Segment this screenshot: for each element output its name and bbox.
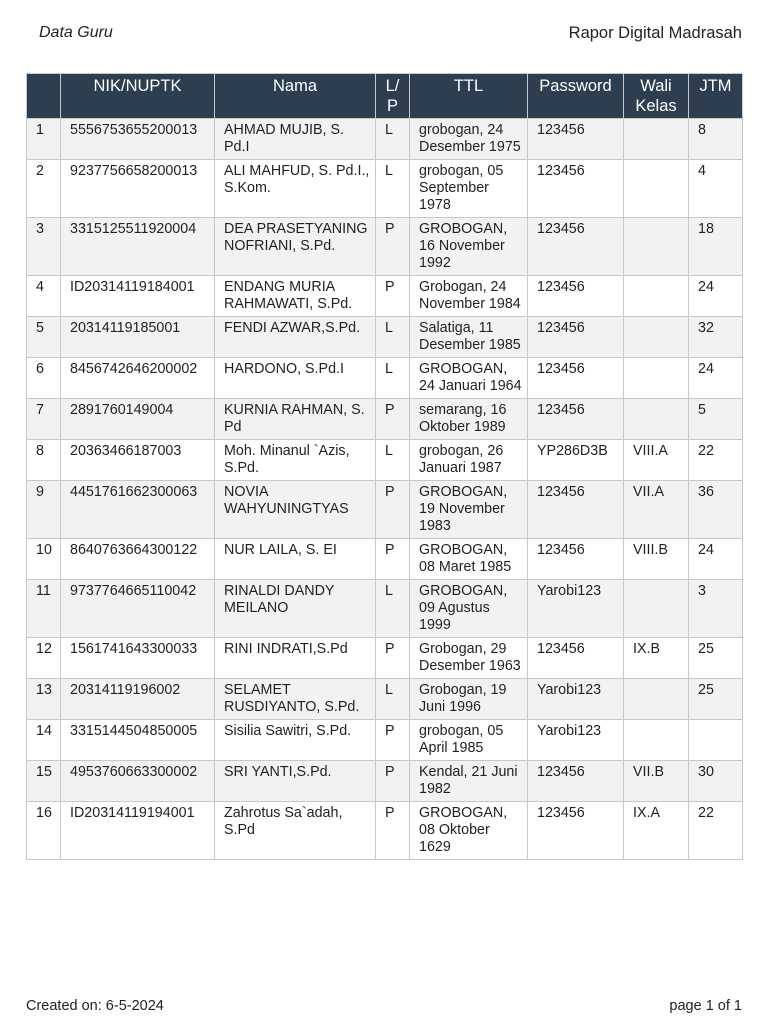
- cell-password: 123456: [528, 276, 624, 317]
- cell-gender: P: [376, 481, 410, 539]
- cell-nama: KURNIA RAHMAN, S. Pd: [215, 399, 376, 440]
- cell-nama: ENDANG MURIA RAHMAWATI, S.Pd.: [215, 276, 376, 317]
- cell-gender: L: [376, 679, 410, 720]
- cell-ttl: Grobogan, 24 November 1984: [410, 276, 528, 317]
- cell-gender: L: [376, 317, 410, 358]
- cell-gender: L: [376, 440, 410, 481]
- cell-gender: P: [376, 638, 410, 679]
- cell-nama: NOVIA WAHYUNINGTYAS: [215, 481, 376, 539]
- cell-jtm: 22: [689, 802, 743, 860]
- table-row: [27, 358, 743, 399]
- cell-nama: Moh. Minanul `Azis, S.Pd.: [215, 440, 376, 481]
- cell-no: 10: [27, 539, 61, 580]
- cell-wali-kelas: VII.B: [624, 761, 689, 802]
- cell-jtm: 24: [689, 276, 743, 317]
- cell-ttl: GROBOGAN, 08 Maret 1985: [410, 539, 528, 580]
- cell-jtm: 18: [689, 218, 743, 276]
- cell-password: 123456: [528, 358, 624, 399]
- cell-jtm: 36: [689, 481, 743, 539]
- cell-jtm: 24: [689, 358, 743, 399]
- cell-no: 16: [27, 802, 61, 860]
- cell-no: 8: [27, 440, 61, 481]
- report-title: Data Guru: [39, 24, 113, 41]
- cell-jtm: 5: [689, 399, 743, 440]
- cell-nama: FENDI AZWAR,S.Pd.: [215, 317, 376, 358]
- cell-jtm: [689, 720, 743, 761]
- cell-jtm: 22: [689, 440, 743, 481]
- cell-gender: P: [376, 761, 410, 802]
- cell-ttl: GROBOGAN, 16 November 1992: [410, 218, 528, 276]
- column-header-wali-kelas: Wali Kelas: [624, 74, 689, 119]
- cell-password: 123456: [528, 218, 624, 276]
- cell-jtm: 24: [689, 539, 743, 580]
- cell-nama: RINALDI DANDY MEILANO: [215, 580, 376, 638]
- cell-password: YP286D3B: [528, 440, 624, 481]
- table-row: [27, 802, 743, 860]
- table-body: [27, 119, 743, 860]
- cell-gender: P: [376, 802, 410, 860]
- cell-no: 12: [27, 638, 61, 679]
- cell-password: Yarobi123: [528, 580, 624, 638]
- teacher-table: [26, 73, 743, 860]
- cell-gender: P: [376, 539, 410, 580]
- cell-wali-kelas: IX.A: [624, 802, 689, 860]
- cell-wali-kelas: [624, 119, 689, 160]
- cell-nik-nuptk: 20363466187003: [61, 440, 215, 481]
- cell-jtm: 4: [689, 160, 743, 218]
- cell-wali-kelas: [624, 720, 689, 761]
- column-header-jtm: JTM: [689, 74, 743, 119]
- cell-no: 11: [27, 580, 61, 638]
- cell-ttl: GROBOGAN, 19 November 1983: [410, 481, 528, 539]
- cell-ttl: Grobogan, 19 Juni 1996: [410, 679, 528, 720]
- cell-jtm: 8: [689, 119, 743, 160]
- cell-nama: HARDONO, S.Pd.I: [215, 358, 376, 399]
- cell-gender: L: [376, 119, 410, 160]
- table-row: [27, 399, 743, 440]
- cell-nama: Sisilia Sawitri, S.Pd.: [215, 720, 376, 761]
- cell-wali-kelas: VIII.B: [624, 539, 689, 580]
- cell-password: 123456: [528, 638, 624, 679]
- cell-nik-nuptk: 8640763664300122: [61, 539, 215, 580]
- cell-no: 1: [27, 119, 61, 160]
- cell-wali-kelas: [624, 679, 689, 720]
- cell-gender: P: [376, 720, 410, 761]
- cell-nama: NUR LAILA, S. EI: [215, 539, 376, 580]
- cell-nik-nuptk: 2891760149004: [61, 399, 215, 440]
- cell-ttl: GROBOGAN, 24 Januari 1964: [410, 358, 528, 399]
- cell-nik-nuptk: 9737764665110042: [61, 580, 215, 638]
- cell-no: 2: [27, 160, 61, 218]
- table-row: [27, 679, 743, 720]
- cell-password: 123456: [528, 802, 624, 860]
- cell-wali-kelas: [624, 399, 689, 440]
- table-row: [27, 720, 743, 761]
- cell-jtm: 32: [689, 317, 743, 358]
- column-header-ttl: TTL: [410, 74, 528, 119]
- cell-nik-nuptk: 3315144504850005: [61, 720, 215, 761]
- cell-jtm: 30: [689, 761, 743, 802]
- cell-no: 13: [27, 679, 61, 720]
- cell-nama: RINI INDRATI,S.Pd: [215, 638, 376, 679]
- column-header-nik-nuptk: NIK/NUPTK: [61, 74, 215, 119]
- column-header-gender: L/ P: [376, 74, 410, 119]
- cell-password: 123456: [528, 160, 624, 218]
- cell-no: 15: [27, 761, 61, 802]
- cell-nama: Zahrotus Sa`adah, S.Pd: [215, 802, 376, 860]
- cell-nama: SELAMET RUSDIYANTO, S.Pd.: [215, 679, 376, 720]
- cell-no: 4: [27, 276, 61, 317]
- cell-nama: DEA PRASETYANING NOFRIANI, S.Pd.: [215, 218, 376, 276]
- header-row: [27, 74, 743, 119]
- cell-nama: SRI YANTI,S.Pd.: [215, 761, 376, 802]
- cell-gender: P: [376, 399, 410, 440]
- cell-wali-kelas: [624, 218, 689, 276]
- created-date: Created on: 6-5-2024: [26, 998, 164, 1014]
- table-row: [27, 638, 743, 679]
- cell-gender: P: [376, 276, 410, 317]
- table-row: [27, 218, 743, 276]
- cell-ttl: GROBOGAN, 09 Agustus 1999: [410, 580, 528, 638]
- cell-ttl: grobogan, 24 Desember 1975: [410, 119, 528, 160]
- cell-wali-kelas: [624, 358, 689, 399]
- cell-ttl: GROBOGAN, 08 Oktober 1629: [410, 802, 528, 860]
- cell-nik-nuptk: 3315125511920004: [61, 218, 215, 276]
- app-title: Rapor Digital Madrasah: [568, 24, 742, 42]
- table-row: [27, 276, 743, 317]
- cell-password: 123456: [528, 317, 624, 358]
- cell-nik-nuptk: 1561741643300033: [61, 638, 215, 679]
- cell-password: 123456: [528, 539, 624, 580]
- cell-nik-nuptk: ID20314119184001: [61, 276, 215, 317]
- cell-gender: L: [376, 580, 410, 638]
- cell-nik-nuptk: 5556753655200013: [61, 119, 215, 160]
- cell-jtm: 3: [689, 580, 743, 638]
- table-row: [27, 160, 743, 218]
- cell-nik-nuptk: 4451761662300063: [61, 481, 215, 539]
- cell-ttl: grobogan, 26 Januari 1987: [410, 440, 528, 481]
- cell-no: 9: [27, 481, 61, 539]
- cell-ttl: semarang, 16 Oktober 1989: [410, 399, 528, 440]
- table-row: [27, 539, 743, 580]
- cell-password: 123456: [528, 119, 624, 160]
- table-row: [27, 580, 743, 638]
- cell-no: 14: [27, 720, 61, 761]
- cell-nama: ALI MAHFUD, S. Pd.I., S.Kom.: [215, 160, 376, 218]
- cell-jtm: 25: [689, 638, 743, 679]
- table-row: [27, 317, 743, 358]
- cell-ttl: grobogan, 05 April 1985: [410, 720, 528, 761]
- cell-password: 123456: [528, 761, 624, 802]
- cell-wali-kelas: [624, 276, 689, 317]
- table-row: [27, 119, 743, 160]
- column-header-password: Password: [528, 74, 624, 119]
- cell-password: Yarobi123: [528, 720, 624, 761]
- cell-wali-kelas: [624, 160, 689, 218]
- cell-no: 7: [27, 399, 61, 440]
- cell-wali-kelas: [624, 580, 689, 638]
- cell-ttl: Kendal, 21 Juni 1982: [410, 761, 528, 802]
- cell-gender: P: [376, 218, 410, 276]
- cell-wali-kelas: VIII.A: [624, 440, 689, 481]
- cell-ttl: Grobogan, 29 Desember 1963: [410, 638, 528, 679]
- cell-password: 123456: [528, 399, 624, 440]
- cell-nik-nuptk: ID20314119194001: [61, 802, 215, 860]
- cell-gender: L: [376, 160, 410, 218]
- cell-nik-nuptk: 20314119185001: [61, 317, 215, 358]
- cell-nik-nuptk: 8456742646200002: [61, 358, 215, 399]
- cell-jtm: 25: [689, 679, 743, 720]
- cell-no: 5: [27, 317, 61, 358]
- table-row: [27, 440, 743, 481]
- column-header-nama: Nama: [215, 74, 376, 119]
- table-row: [27, 761, 743, 802]
- cell-ttl: Salatiga, 11 Desember 1985: [410, 317, 528, 358]
- column-header-no: [27, 74, 61, 119]
- table-header: [27, 74, 743, 119]
- cell-wali-kelas: IX.B: [624, 638, 689, 679]
- cell-nik-nuptk: 20314119196002: [61, 679, 215, 720]
- cell-nik-nuptk: 4953760663300002: [61, 761, 215, 802]
- cell-wali-kelas: [624, 317, 689, 358]
- page-number: page 1 of 1: [669, 998, 742, 1014]
- cell-nik-nuptk: 9237756658200013: [61, 160, 215, 218]
- cell-gender: L: [376, 358, 410, 399]
- table-row: [27, 481, 743, 539]
- cell-password: 123456: [528, 481, 624, 539]
- cell-wali-kelas: VII.A: [624, 481, 689, 539]
- cell-nama: AHMAD MUJIB, S. Pd.I: [215, 119, 376, 160]
- cell-no: 3: [27, 218, 61, 276]
- cell-ttl: grobogan, 05 September 1978: [410, 160, 528, 218]
- cell-password: Yarobi123: [528, 679, 624, 720]
- cell-no: 6: [27, 358, 61, 399]
